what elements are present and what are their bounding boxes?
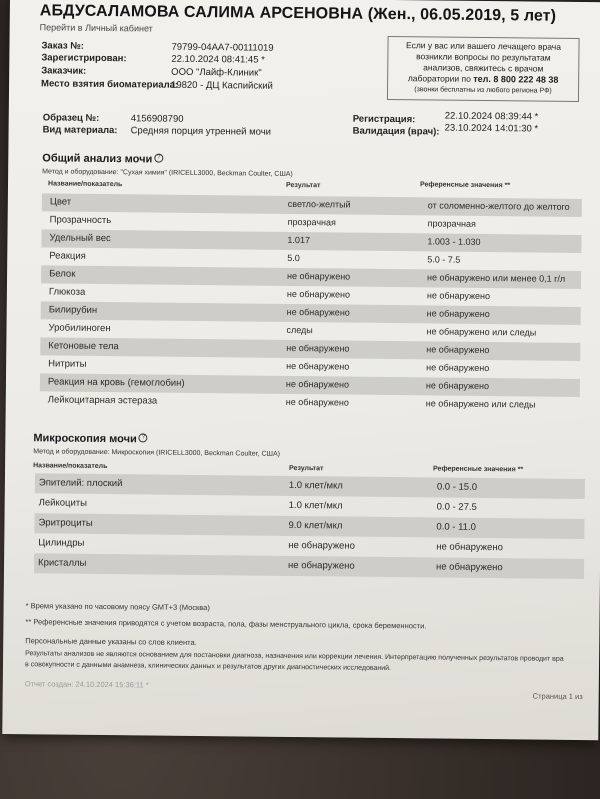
row-reference: не обнаружено	[426, 362, 490, 374]
row-reference: не обнаружено	[425, 380, 490, 392]
notice-phone: тел. 8 800 222 48 38	[473, 73, 559, 85]
row-result: не обнаружено	[285, 378, 350, 390]
row-result: не обнаружено	[286, 342, 350, 354]
info-icon: ?	[139, 433, 148, 442]
notice-line: лаборатории по	[407, 73, 471, 84]
customer-label: Заказчик:	[41, 65, 87, 77]
row-name: Кристаллы	[38, 557, 87, 569]
row-result: 1.0 клет/мкл	[288, 479, 343, 492]
microscopy-method: Метод и оборудование: Микроскопия (IRICELL3000, Beckman Coulter, США)	[33, 448, 281, 458]
row-name: Прозрачность	[49, 214, 112, 227]
collection-place-value: 19820 - ДЦ Каспийский	[171, 79, 273, 92]
row-reference: не обнаружено или следы	[425, 398, 536, 410]
micro-col-header-result: Результат	[289, 464, 324, 473]
customer-value: ООО "Лайф-Клиник"	[171, 66, 262, 79]
notice-line: Если у вас или вашего лечащего врача	[406, 40, 562, 52]
footnote-disclaimer: Результаты анализов не являются основанием для постановки диагноза, назначения или коррекции лечения. Интерпретацию полученных результатов проводит вра	[25, 650, 564, 663]
row-name: Реакция	[49, 250, 86, 262]
notice-free-calls: (звонки бесплатны из любого региона РФ)	[414, 86, 552, 95]
row-name: Реакция на кровь (гемоглобин)	[47, 376, 185, 389]
row-reference: не обнаружено	[435, 561, 503, 574]
row-reference: 0.0 - 27.5	[436, 501, 477, 513]
footnote-time: * Время указано по часовому поясу GMT+3 (Москва)	[25, 601, 210, 613]
row-reference: не обнаружено	[426, 344, 490, 356]
registration-value: 22.10.2024 08:39:44 *	[444, 110, 539, 123]
row-name: Цвет	[49, 196, 72, 208]
patient-name: АБДУСАЛАМОВА САЛИМА АРСЕНОВНА (Жен., 06.05.2019, 5 лет)	[39, 2, 557, 25]
row-name: Лейкоциты	[38, 497, 88, 509]
report-created: Отчет создан: 24.10.2024 15:36:11 *	[24, 679, 149, 690]
row-result: прозрачная	[287, 216, 336, 228]
footnote-reference: ** Референсные значения приводятся с учетом возраста, пола, фазы менструального цикла, срока беременности.	[25, 617, 427, 631]
row-reference: от соломенно-желтого до желтого	[427, 200, 570, 212]
validation-value: 23.10.2024 14:01:30 *	[444, 122, 539, 135]
row-name: Эритроциты	[38, 517, 93, 529]
contact-notice-box	[387, 36, 580, 102]
collection-place-label: Место взятия биоматериала:	[41, 78, 179, 91]
footnote-disclaimer-cont: в совокупности с данными анамнеза, клинических данных и результатов других диагностических исследований.	[24, 661, 392, 673]
row-reference: 5.0 - 7.5	[427, 254, 461, 265]
row-reference: 0.0 - 15.0	[436, 481, 478, 493]
notice-line: возникли вопросы по результатам	[416, 51, 551, 63]
col-header-ref: Референсные значения **	[420, 181, 511, 190]
row-name: Цилиндры	[38, 537, 85, 549]
row-name: Удельный вес	[49, 232, 111, 245]
row-name: Эпителий: плоский	[38, 477, 123, 490]
row-reference: не обнаружено или следы	[426, 326, 537, 338]
row-result: 5.0	[287, 252, 300, 264]
row-reference: не обнаружено или менее 0,1 г/л	[427, 272, 566, 284]
order-label: Заказ №:	[41, 40, 85, 52]
sample-label: Образец №:	[42, 112, 100, 124]
footnote-personal-data: Персональные данные указаны со слов клиента.	[25, 636, 197, 647]
row-result: не обнаружено	[287, 270, 351, 282]
registered-value: 22.10.2024 08:41:45 *	[171, 53, 265, 66]
lab-report-page	[2, 0, 600, 740]
row-result: не обнаружено	[288, 539, 355, 552]
row-result: не обнаружено	[286, 288, 351, 300]
row-name: Уробилиноген	[48, 322, 111, 335]
col-header-result: Результат	[285, 181, 321, 190]
notice-line: анализов, свяжитесь с врачом	[423, 62, 544, 74]
registration-label: Регистрация:	[352, 113, 416, 126]
row-result: 1.017	[287, 234, 311, 246]
row-reference: не обнаружено	[436, 541, 503, 554]
page-number: Страница 1 из	[532, 691, 583, 702]
row-name: Нитриты	[48, 358, 87, 370]
general-method: Метод и оборудование: "Сухая химия" (IRICELL3000, Beckman Coulter, США)	[42, 168, 293, 178]
row-name: Билирубин	[48, 304, 98, 316]
registered-label: Зарегистрирован:	[41, 52, 127, 65]
row-name: Лейкоцитарная эстераза	[47, 394, 158, 407]
row-result: 1.0 клет/мкл	[288, 499, 343, 512]
sample-value: 4156908790	[130, 113, 184, 125]
row-reference: не обнаружено	[426, 308, 490, 320]
row-result: не обнаружено	[286, 360, 350, 372]
order-value: 79799-04AA7-00111019	[171, 41, 274, 54]
micro-col-header-name: Название/показатель	[33, 462, 108, 471]
row-result: следы	[286, 324, 313, 336]
row-result: не обнаружено	[285, 396, 349, 408]
micro-col-header-ref: Референсные значения **	[433, 465, 524, 474]
row-name: Глюкоза	[48, 286, 86, 298]
row-reference: не обнаружено	[426, 290, 491, 302]
row-name: Белок	[49, 268, 76, 280]
validation-label: Валидация (врач):	[352, 125, 440, 138]
material-label: Вид материала:	[42, 124, 118, 137]
row-reference: 1.003 - 1.030	[427, 236, 481, 247]
col-header-name: Название/показатель	[47, 180, 123, 189]
row-result: не обнаружено	[286, 306, 350, 318]
material-value: Средняя порция утренней мочи	[130, 125, 272, 138]
row-reference: прозрачная	[427, 218, 476, 229]
row-reference: 0.0 - 11.0	[436, 521, 476, 533]
general-analysis-title: Общий анализ мочи ?	[42, 152, 163, 165]
cabinet-link[interactable]: Перейти в Личный кабинет	[39, 22, 153, 34]
row-result: не обнаружено	[287, 559, 355, 572]
microscopy-title: Микроскопия мочи ?	[33, 432, 148, 445]
row-name: Кетоновые тела	[48, 340, 119, 353]
row-result: 9.0 клет/мкл	[288, 519, 343, 532]
info-icon: ?	[154, 154, 163, 163]
row-result: светло-желтый	[287, 198, 351, 210]
